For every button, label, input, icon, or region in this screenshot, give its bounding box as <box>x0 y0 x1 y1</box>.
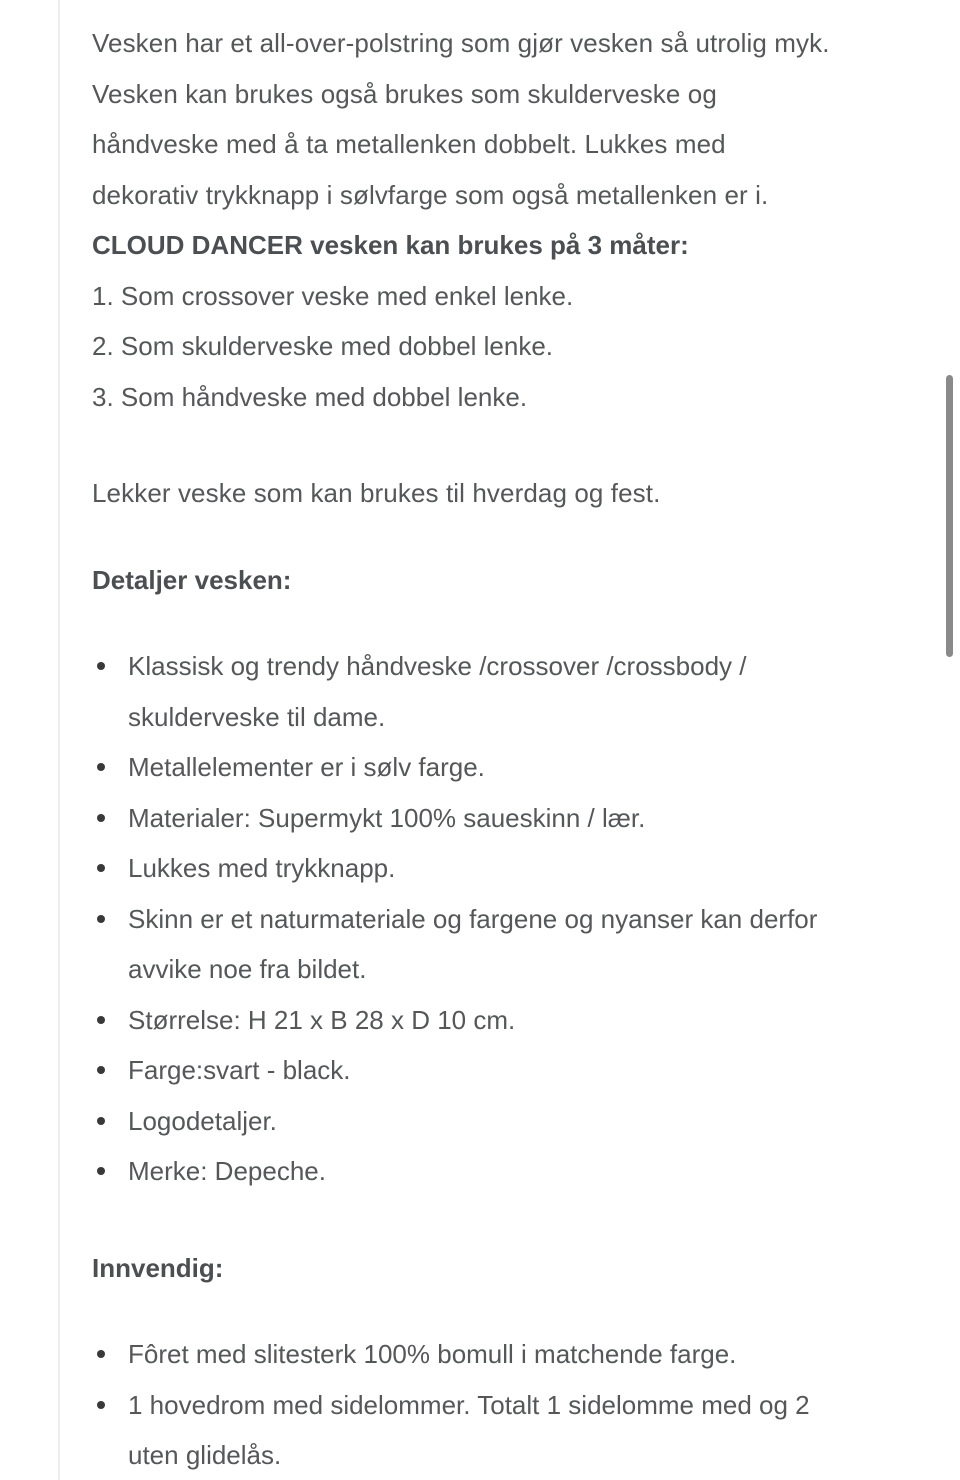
details-heading: Detaljer vesken: <box>92 564 292 595</box>
list-item <box>92 894 832 995</box>
details-list <box>92 641 832 1197</box>
list-item <box>92 1329 832 1380</box>
inside-heading: Innvendig: <box>92 1252 224 1283</box>
vertical-scrollbar[interactable] <box>942 0 956 1480</box>
spacer <box>92 605 832 641</box>
list-item-label: 1 hovedrom med sidelommer. Totalt 1 sidelomme med og 2 uten glidelås. <box>128 1389 810 1470</box>
list-item-label: Merke: Depeche. <box>128 1156 326 1186</box>
intro-paragraph: Vesken har et all-over-polstring som gjør vesken så utrolig myk. Vesken kan brukes også brukes som skulderveske og håndveske med å ta metallenken dobbelt. Lukkes med dekorativ trykknapp i sølvfarge som også metallenken er i. <box>92 28 830 210</box>
list-item <box>92 1380 832 1480</box>
inside-list <box>92 1329 832 1480</box>
list-item <box>92 1146 832 1197</box>
bullet-icon <box>97 864 105 872</box>
list-item-label: Materialer: Supermykt 100% saueskinn / lær. <box>128 802 646 833</box>
usage-heading: CLOUD DANCER vesken kan brukes på 3 måter: <box>92 230 689 260</box>
list-item-label: Lukkes med trykknapp. <box>128 853 396 883</box>
list-item-label: Farge:svart - black. <box>128 1055 351 1085</box>
product-description-content <box>92 0 832 1480</box>
list-item-label: Logodetaljer. <box>128 1105 277 1136</box>
spacer <box>92 1197 832 1243</box>
list-item-label: Klassisk og trendy håndveske /crossover /crossbody / skulderveske til dame. <box>128 651 747 732</box>
bullet-icon <box>97 1117 105 1125</box>
bullet-icon <box>97 1016 105 1024</box>
bullet-icon <box>97 662 105 670</box>
list-item: 2. Som skulderveske med dobbel lenke. <box>92 331 554 361</box>
scrollbar-thumb[interactable] <box>946 375 953 657</box>
bullet-icon <box>97 1350 105 1358</box>
bullet-icon <box>97 814 105 822</box>
list-item <box>92 793 832 844</box>
list-item <box>92 995 832 1046</box>
list-item <box>92 843 832 894</box>
list-item-label: Størrelse: H 21 x B 28 x D 10 cm. <box>128 1004 516 1035</box>
spacer <box>92 1293 832 1329</box>
tagline-paragraph: Lekker veske som kan brukes til hverdag og fest. <box>92 478 661 508</box>
list-item-label: Fôret med slitesterk 100% bomull i matchende farge. <box>128 1339 737 1369</box>
list-item-label: Metallelementer er i sølv farge. <box>128 752 485 782</box>
list-item <box>92 641 832 742</box>
usage-list <box>92 271 832 423</box>
bullet-icon <box>97 1066 105 1074</box>
list-item: 1. Som crossover veske med enkel lenke. <box>92 280 574 311</box>
content-left-rule <box>58 0 60 1480</box>
spacer <box>92 519 832 555</box>
list-item <box>92 1096 832 1147</box>
list-item: 3. Som håndveske med dobbel lenke. <box>92 381 528 412</box>
bullet-icon <box>97 763 105 771</box>
list-item-label: Skinn er et naturmateriale og fargene og nyanser kan derfor avvike noe fra bildet. <box>128 903 818 984</box>
bullet-icon <box>97 915 105 923</box>
bullet-icon <box>97 1401 105 1409</box>
bullet-icon <box>97 1167 105 1175</box>
spacer <box>92 422 832 468</box>
list-item <box>92 742 832 793</box>
list-item <box>92 1045 832 1096</box>
